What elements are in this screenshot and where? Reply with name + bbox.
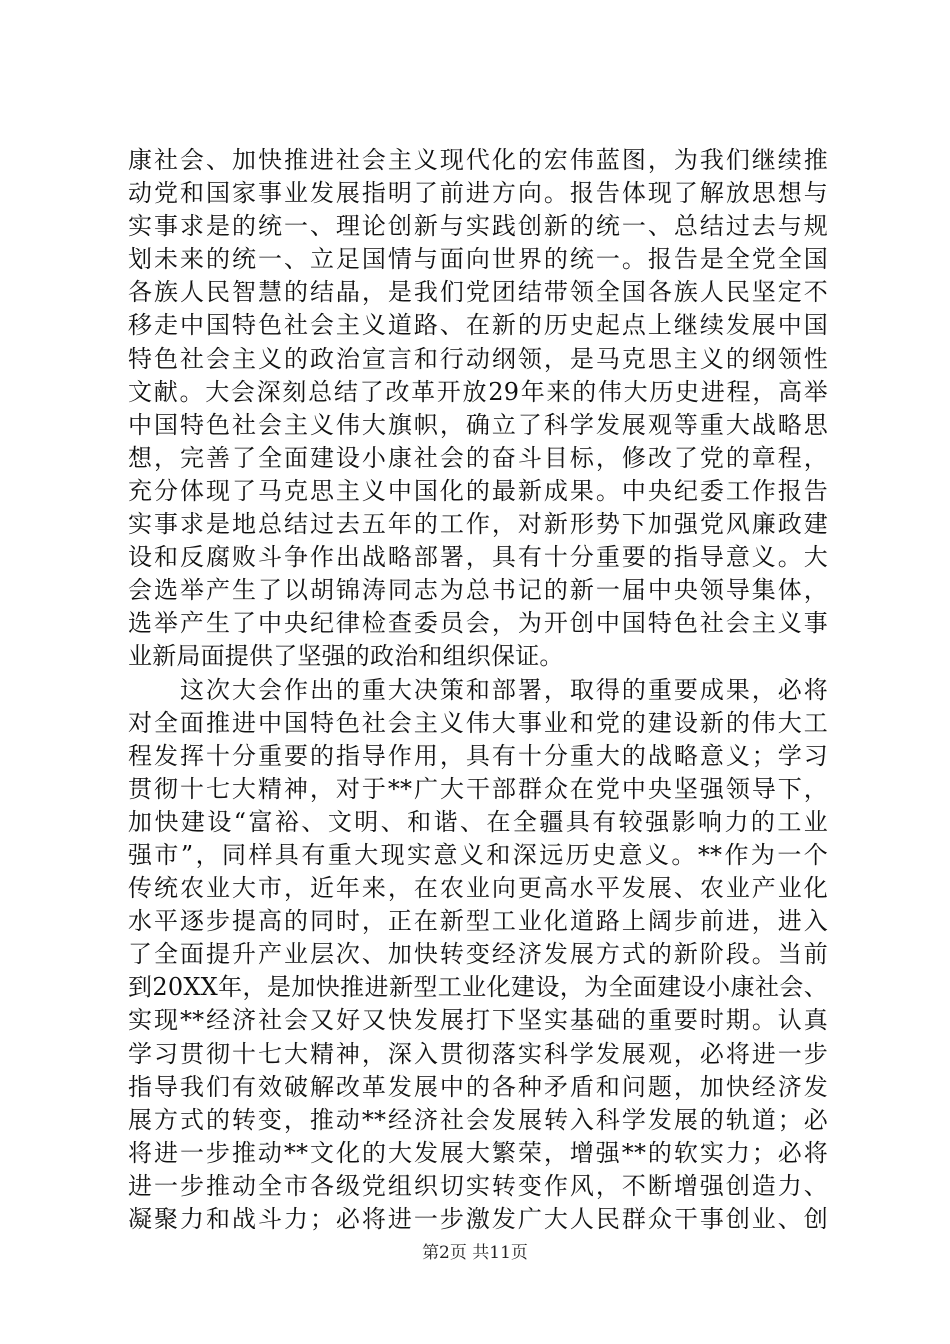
text-line: 进一步推动全市各级党组织切实转变作风，不断增强创造力、 (128, 1171, 828, 1200)
text-line: 将进一步推动**文化的大发展大繁荣，增强**的软实力；必将 (128, 1138, 828, 1167)
text-line: 实事求是地总结过去五年的工作，对新形势下加强党风廉政建 (128, 510, 828, 539)
text-line: 特色社会主义的政治宣言和行动纲领，是马克思主义的纲领性 (128, 344, 828, 373)
text-line: 程发挥十分重要的指导作用，具有十分重大的战略意义；学习 (128, 741, 828, 770)
text-line: 加快建设“富裕、文明、和谐、在全疆具有较强影响力的工业 (128, 807, 828, 836)
text-line: 学习贯彻十七大精神，深入贯彻落实科学发展观，必将进一步 (128, 1039, 828, 1068)
text-line: 康社会、加快推进社会主义现代化的宏伟蓝图，为我们继续推 (128, 146, 828, 174)
text-line: 展方式的转变，推动**经济社会发展转入科学发展的轨道；必 (128, 1105, 828, 1134)
text-line: 了全面提升产业层次、加快转变经济发展方式的新阶段。当前 (128, 940, 828, 969)
text-line: 实现**经济社会又好又快发展打下坚实基础的重要时期。认真 (128, 1006, 828, 1035)
body-text (128, 144, 828, 1236)
text-line: 动党和国家事业发展指明了前进方向。报告体现了解放思想与 (128, 179, 828, 208)
text-line: 中国特色社会主义伟大旗帜，确立了科学发展观等重大战略思 (128, 410, 828, 439)
text-line: 凝聚力和战斗力；必将进一步激发广大人民群众干事创业、创 (128, 1205, 828, 1233)
page-footer: 第2页 共11页 (422, 1243, 528, 1263)
text-line: 对全面推进中国特色社会主义伟大事业和党的建设新的伟大工 (128, 708, 828, 737)
text-line: 传统农业大市，近年来，在农业向更高水平发展、农业产业化 (128, 874, 828, 903)
text-line: 移走中国特色社会主义道路、在新的历史起点上继续发展中国 (128, 311, 828, 340)
text-line: 各族人民智慧的结晶，是我们党团结带领全国各族人民坚定不 (128, 278, 828, 307)
text-line: 划未来的统一、立足国情与面向世界的统一。报告是全党全国 (128, 245, 828, 274)
text-line: 文献。大会深刻总结了改革开放29年来的伟大历史进程，高举 (128, 377, 828, 406)
text-line: 水平逐步提高的同时，正在新型工业化道路上阔步前进，进入 (128, 907, 828, 936)
text-line: 强市”，同样具有重大现实意义和深远历史意义。**作为一个 (128, 840, 828, 869)
text-line: 选举产生了中央纪律检查委员会，为开创中国特色社会主义事 (128, 609, 828, 638)
paragraph-end-line: 业新局面提供了坚强的政治和组织保证。 (128, 642, 564, 671)
text-line: 充分体现了马克思主义中国化的最新成果。中央纪委工作报告 (128, 476, 828, 505)
text-line: 贯彻十七大精神，对于**广大干部群众在党中央坚强领导下， (128, 774, 828, 803)
text-line: 会选举产生了以胡锦涛同志为总书记的新一届中央领导集体， (128, 576, 828, 605)
paragraph-start-line: 这次大会作出的重大决策和部署，取得的重要成果，必将 (128, 675, 828, 704)
text-line: 指导我们有效破解改革发展中的各种矛盾和问题，加快经济发 (128, 1072, 828, 1101)
text-line: 设和反腐败斗争作出战略部署，具有十分重要的指导意义。大 (128, 543, 828, 572)
text-line: 实事求是的统一、理论创新与实践创新的统一、总结过去与规 (128, 212, 828, 241)
text-line: 想，完善了全面建设小康社会的奋斗目标，修改了党的章程， (128, 443, 828, 472)
text-line: 到20XX年，是加快推进新型工业化建设，为全面建设小康社会、 (128, 973, 828, 1002)
